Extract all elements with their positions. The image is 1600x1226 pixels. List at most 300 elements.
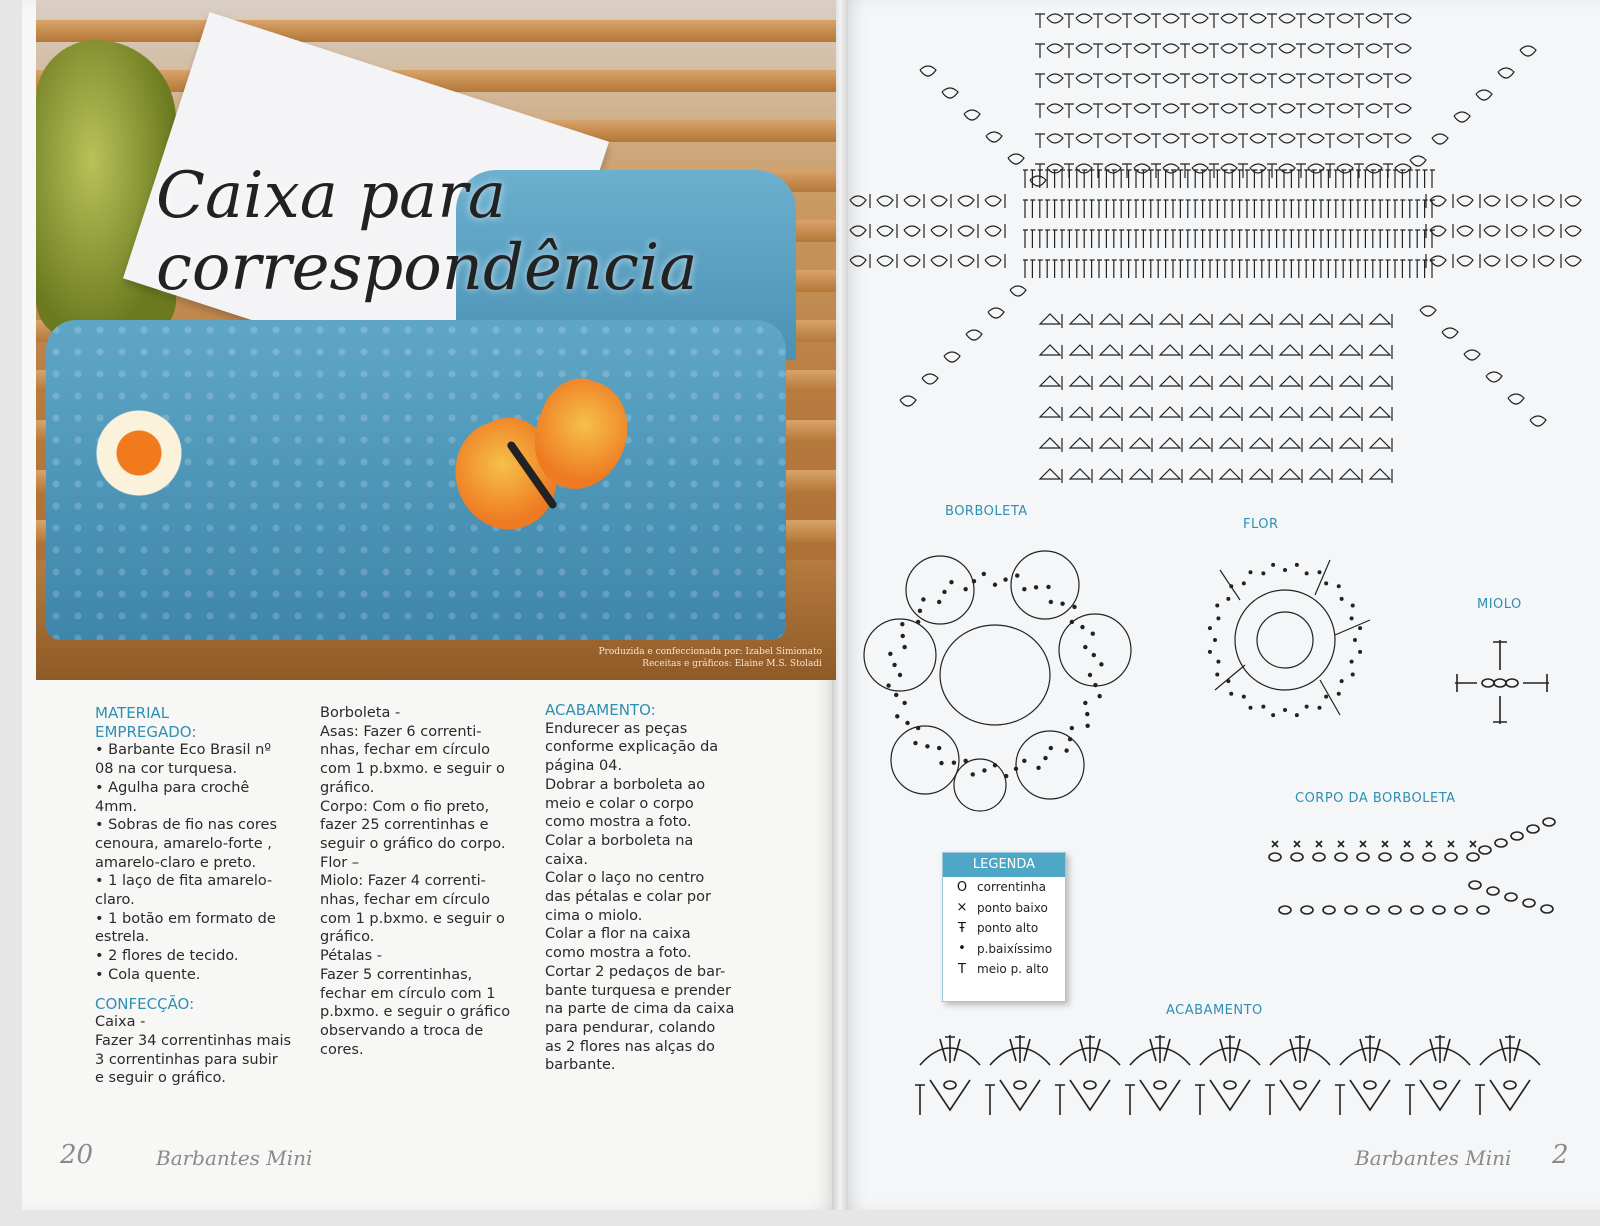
stitch-symbol: [1149, 170, 1154, 188]
stitch-symbol: [1357, 853, 1369, 861]
stitch-symbol: [963, 759, 967, 763]
stitch-symbol: [1271, 713, 1275, 717]
legend-item-label: correntinha: [977, 880, 1046, 895]
stitch-symbol: [985, 194, 1005, 208]
stitch-symbol: [1467, 853, 1479, 861]
page-number-right: 2: [1552, 1140, 1569, 1170]
stitch-symbol: [1180, 14, 1208, 28]
instruction-line: fechar em círculo com 1: [320, 985, 496, 1002]
material-heading-1: MATERIAL: [95, 704, 170, 722]
stitch-symbol: [1178, 170, 1183, 188]
acabamento-line: bante turquesa e prender: [545, 982, 732, 999]
acabamento-line: conforme explicação da: [545, 739, 719, 756]
stitch-symbol: [1122, 14, 1150, 28]
stitch-symbol: [1291, 853, 1303, 861]
stitch-symbol: [1400, 200, 1405, 218]
stitch-symbol: [963, 587, 967, 591]
legend-item: [943, 898, 1065, 919]
stitch-symbol: [1279, 906, 1291, 914]
stitch-symbol: [877, 254, 897, 268]
stitch-symbol: [1345, 906, 1357, 914]
stitch-symbol: [1208, 626, 1212, 630]
stitch-symbol: [1080, 1035, 1100, 1063]
page-number: 20: [60, 1140, 94, 1170]
acabamento-line: Colar a flor na caixa: [545, 926, 691, 943]
stitch-symbol: [900, 396, 916, 406]
stitch-symbol: [1543, 818, 1555, 826]
stitch-symbol: [944, 1081, 956, 1089]
label-borboleta: BORBOLETA: [945, 504, 1028, 519]
stitch-symbol: [1386, 170, 1391, 188]
stitch-symbol: [1296, 164, 1324, 178]
stitch-symbol: [1014, 1081, 1026, 1089]
stitch-symbol: [1134, 230, 1139, 248]
confeccao-line: Caixa -: [95, 1014, 146, 1031]
stitch-symbol: [1088, 673, 1092, 677]
stitch-symbol: [1151, 14, 1179, 28]
stitch-symbol: [1075, 260, 1080, 278]
stitch-symbol: [877, 224, 897, 238]
stitch-symbol: [1500, 1035, 1520, 1063]
acabamento-line: para pendurar, colando: [545, 1019, 716, 1036]
stitch-symbol: [1326, 260, 1331, 278]
stitch-symbol: [1360, 1035, 1380, 1063]
stitch-symbol: [1324, 581, 1328, 585]
legend-item-label: meio p. alto: [977, 962, 1049, 977]
stitch-symbol: [1190, 407, 1212, 421]
stitch-symbol: [1100, 438, 1122, 452]
stitch-symbol: [1378, 170, 1383, 188]
stitch-symbol: [1289, 260, 1294, 278]
stitch-symbol: [1093, 74, 1121, 88]
stitch-symbol: [1260, 230, 1265, 248]
stitch-symbol: [1367, 906, 1379, 914]
stitch-symbol: [1038, 200, 1043, 218]
stitch-symbol: [1220, 407, 1242, 421]
stitch-symbol: [1370, 376, 1392, 390]
stitch-symbol: [1064, 104, 1092, 118]
stitch-symbol: [1507, 224, 1527, 238]
stitch-symbol: [1305, 705, 1309, 709]
stitch-symbol: [1340, 314, 1362, 328]
stitch-symbol: [1008, 154, 1024, 164]
legend-item-label: ponto baixo: [977, 900, 1048, 915]
stitch-symbol: [1015, 573, 1019, 577]
stitch-symbol: [1363, 200, 1368, 218]
flower-chart: [1180, 540, 1395, 735]
stitch-symbol: [1319, 170, 1324, 188]
stitch-symbol: [1097, 230, 1102, 248]
stitch-symbol: [1049, 600, 1053, 604]
stitch-symbol: [1334, 170, 1339, 188]
stitch-symbol: [1038, 230, 1043, 248]
material-line: • 1 laço de fita amarelo-: [95, 873, 273, 890]
stitch-symbol: [986, 132, 1002, 142]
stitch-symbol: [1495, 839, 1507, 847]
stitch-symbol: [1486, 372, 1502, 382]
stitch-symbol: [1070, 1080, 1110, 1110]
stitch-symbol: [1141, 230, 1146, 248]
stitch-symbol: [1326, 230, 1331, 248]
stitch-symbol: [1064, 14, 1092, 28]
stitch-symbol: [1304, 230, 1309, 248]
stitch-symbol: [850, 254, 870, 268]
stitch-symbol: [1561, 224, 1581, 238]
stitch-symbol: [900, 622, 904, 626]
stitch-symbol: [1023, 200, 1028, 218]
stitch-symbol: [1215, 170, 1220, 188]
instruction-line: com 1 p.bxmo. e seguir o: [320, 761, 505, 778]
stitch-symbol: [1060, 230, 1065, 248]
legend-item: [943, 877, 1065, 898]
stitch-symbol: [1045, 170, 1050, 188]
stitch-symbol: [1442, 328, 1458, 338]
stitch-symbol: [1340, 597, 1344, 601]
stitch-symbol: [1505, 893, 1517, 901]
stitch-symbol: [1067, 260, 1072, 278]
legend-heading: LEGENDA: [943, 853, 1065, 877]
stitch-symbol: [1319, 260, 1324, 278]
stitch-symbol: [1389, 906, 1401, 914]
stitch-symbol: [1090, 260, 1095, 278]
acabamento-line: as 2 flores nas alças do: [545, 1038, 715, 1055]
stitch-symbol: [1296, 14, 1324, 28]
stitch-symbol: [1209, 164, 1237, 178]
stitch-symbol: [1280, 407, 1302, 421]
stitch-symbol: [1151, 74, 1179, 88]
stitch-symbol: [1430, 170, 1435, 188]
stitch-symbol: [1520, 46, 1536, 56]
stitch-symbol: [1151, 134, 1179, 148]
stitch-symbol: [1215, 260, 1220, 278]
stitch-symbol: [1035, 14, 1063, 28]
stitch-symbol: [1213, 638, 1217, 642]
stitch-symbol: [1040, 407, 1062, 421]
stitch-symbol: [1186, 200, 1191, 218]
stitch-symbol: [944, 352, 960, 362]
confeccao-line: e seguir o gráfico.: [95, 1070, 226, 1087]
stitch-symbol: [1356, 230, 1361, 248]
stitch-symbol: [1190, 438, 1212, 452]
stitch-symbol: [1220, 376, 1242, 390]
instruction-line: seguir o gráfico do corpo.: [320, 835, 506, 852]
stitch-symbol: [1082, 260, 1087, 278]
stitch-symbol: [1151, 44, 1179, 58]
stitch-symbol: [1230, 200, 1235, 218]
instruction-line: Pétalas -: [320, 948, 383, 965]
stitch-symbol: [1092, 653, 1096, 657]
stitch-symbol: [1060, 200, 1065, 218]
stitch-symbol: [942, 590, 946, 594]
acabamento-line: Dobrar a borboleta ao: [545, 776, 706, 793]
stitch-symbol: [1238, 134, 1266, 148]
stitch-symbol: [1410, 156, 1426, 166]
stitch-symbol: [1423, 230, 1428, 248]
stitch-symbol: [1134, 260, 1139, 278]
instruction-line: observando a troca de: [320, 1022, 484, 1039]
stitch-symbol: [1252, 260, 1257, 278]
stitch-symbol: [1040, 345, 1062, 359]
page-title: [156, 160, 698, 304]
stitch-symbol: [1223, 230, 1228, 248]
stitch-symbol: [1334, 230, 1339, 248]
stitch-symbol: [1426, 841, 1432, 847]
stitch-symbol: [1487, 887, 1499, 895]
stitch-symbol: [1127, 260, 1132, 278]
stitch-symbol: [1083, 645, 1087, 649]
stitch-symbol: [1070, 345, 1092, 359]
stitch-symbol: [1220, 469, 1242, 483]
stitch-symbol: [1156, 230, 1161, 248]
stitch-symbol: [1030, 260, 1035, 278]
stitch-symbol: [1453, 194, 1473, 208]
stitch-symbol: [1310, 314, 1332, 328]
stitch-symbol: [1312, 230, 1317, 248]
stitch-symbol: [1455, 906, 1467, 914]
stitch-symbol: [1226, 679, 1230, 683]
stitch-symbol: [1507, 194, 1527, 208]
stitch-symbol: [1267, 104, 1295, 118]
stitch-symbol: [904, 254, 924, 268]
stitch-symbol: [1411, 906, 1423, 914]
stitch-symbol: [1408, 200, 1413, 218]
stitch-symbol: [1340, 407, 1362, 421]
stitch-symbol: [1290, 1035, 1310, 1063]
stitch-symbol: [1325, 134, 1353, 148]
stitch-symbol: [1193, 260, 1198, 278]
stitch-symbol: [1561, 194, 1581, 208]
stitch-symbol: [1349, 260, 1354, 278]
acabamento-line: Endurecer as peças: [545, 720, 688, 737]
stitch-symbol: [1097, 260, 1102, 278]
stitch-symbol: [1068, 737, 1072, 741]
stitch-symbol: [920, 66, 936, 76]
stitch-symbol: [1245, 170, 1250, 188]
stitch-symbol: [1250, 314, 1272, 328]
stitch-symbol: [1156, 200, 1161, 218]
stitch-symbol: [1064, 74, 1092, 88]
stitch-symbol: [1003, 577, 1007, 581]
stitch-symbol: [1250, 469, 1272, 483]
stitch-symbol: [1091, 631, 1095, 635]
stitch-symbol: [1082, 200, 1087, 218]
stitch-symbol: [1060, 601, 1064, 605]
stitch-symbol: [1340, 438, 1362, 452]
stitch-symbol: [1055, 1085, 1065, 1115]
stitch-symbol: [1433, 906, 1445, 914]
stitch-symbol: [1215, 673, 1219, 677]
stitch-symbol: [1046, 585, 1050, 589]
stitch-symbol: [1393, 260, 1398, 278]
label-corpo-borboleta: CORPO DA BORBOLETA: [1295, 791, 1456, 806]
stitch-symbol: [1349, 170, 1354, 188]
stitch-symbol: [898, 673, 902, 677]
title-line-1: Caixa para: [156, 159, 507, 233]
acabamento-line: das pétalas e colar por: [545, 889, 711, 906]
stitch-symbol: [1043, 756, 1047, 760]
stitch-symbol: [942, 88, 958, 98]
stitch-symbol: [1400, 230, 1405, 248]
stitch-symbol: [1238, 44, 1266, 58]
stitch-symbol: [1383, 14, 1411, 28]
stitch-symbol: [1229, 692, 1233, 696]
stitch-symbol: [1035, 44, 1063, 58]
stitch-symbol: [1230, 230, 1235, 248]
stitch-symbol: [1097, 200, 1102, 218]
stitch-symbol: [1070, 620, 1074, 624]
stitch-symbol: [1350, 616, 1354, 620]
stitch-symbol: [1209, 14, 1237, 28]
instruction-line: Fazer 5 correntinhas,: [320, 966, 473, 983]
stitch-symbol: [1296, 104, 1324, 118]
stitch-symbol: [1104, 230, 1109, 248]
credit-line-1: Produzida e confeccionada por: Izabel Simionato: [598, 647, 822, 657]
stitch-symbol: [1534, 224, 1554, 238]
stitch-symbol: [1085, 724, 1089, 728]
stitch-symbol: [1340, 469, 1362, 483]
stitch-symbol: [1067, 230, 1072, 248]
stitch-symbol: [1312, 200, 1317, 218]
stitch-symbol: [940, 1035, 960, 1063]
stitch-symbol: [1289, 200, 1294, 218]
stitch-symbol: [1282, 260, 1287, 278]
stitch-symbol: [1190, 469, 1212, 483]
stitch-symbol: [1358, 626, 1362, 630]
stitch-symbol: [1316, 841, 1322, 847]
stitch-symbol: [985, 254, 1005, 268]
stitch-symbol: [1090, 230, 1095, 248]
stitch-symbol: [1149, 200, 1154, 218]
stitch-symbol: [1370, 438, 1392, 452]
slip-stitch-icon: •: [958, 941, 966, 957]
stitch-symbol: [1022, 759, 1026, 763]
stitch-symbol: [1265, 1085, 1275, 1115]
stitch-symbol: [1561, 254, 1581, 268]
stitch-symbol: [1534, 194, 1554, 208]
stitch-symbol: [1453, 254, 1473, 268]
stitch-symbol: [1151, 104, 1179, 118]
stitch-symbol: [1226, 597, 1230, 601]
material-line: 08 na cor turquesa.: [95, 761, 238, 778]
stitch-symbol: [1371, 230, 1376, 248]
stitch-symbol: [993, 583, 997, 587]
stitch-symbol: [1325, 14, 1353, 28]
stitch-symbol: [1337, 584, 1341, 588]
stitch-symbol: [1209, 44, 1237, 58]
stitch-symbol: [1386, 230, 1391, 248]
stitch-symbol: [1420, 1080, 1460, 1110]
instruction-line: nhas, fechar em círculo: [320, 892, 491, 909]
stitch-symbol: [925, 744, 929, 748]
stitch-symbol: [1423, 200, 1428, 218]
stitch-symbol: [1022, 587, 1026, 591]
stitch-symbol: [1119, 200, 1124, 218]
stitch-symbol: [1160, 407, 1182, 421]
stitch-symbol: [1040, 314, 1062, 328]
stitch-symbol: [894, 693, 898, 697]
miolo-chart: [1445, 630, 1560, 730]
stitch-symbol: [1104, 200, 1109, 218]
stitch-symbol: [1280, 376, 1302, 390]
stitch-symbol: [1296, 74, 1324, 88]
stitch-symbol: [1134, 170, 1139, 188]
acabamento-line: caixa.: [545, 851, 588, 868]
stitch-symbol: [1075, 200, 1080, 218]
stitch-symbol: [1064, 164, 1092, 178]
stitch-symbol: [1127, 200, 1132, 218]
stitch-symbol: [1476, 90, 1492, 100]
stitch-symbol: [1530, 416, 1546, 426]
stitch-symbol: [1035, 74, 1063, 88]
stitch-symbol: [985, 224, 1005, 238]
material-line: • Cola quente.: [95, 966, 201, 983]
stitch-symbol: [918, 609, 922, 613]
stitch-symbol: [1072, 605, 1076, 609]
stitch-symbol: [1261, 705, 1265, 709]
legend-item: [943, 918, 1065, 939]
stitch-symbol: [1275, 170, 1280, 188]
instruction-line: Corpo: Com o fio preto,: [320, 798, 490, 815]
stitch-symbol: [1541, 905, 1553, 913]
stitch-symbol: [939, 761, 943, 765]
stitch-symbol: [1523, 899, 1535, 907]
stitch-symbol: [1104, 170, 1109, 188]
stitch-symbol: [1383, 134, 1411, 148]
stitch-symbol: [1393, 230, 1398, 248]
stitch-symbol: [1090, 200, 1095, 218]
stitch-symbol: [1045, 260, 1050, 278]
stitch-symbol: [1319, 230, 1324, 248]
instruction-line: fazer 25 correntinhas e: [320, 817, 489, 834]
stitch-symbol: [1160, 376, 1182, 390]
instruction-line: p.bxmo. e seguir o gráfico: [320, 1004, 511, 1021]
stitch-symbol: [1208, 170, 1213, 188]
stitch-symbol: [1289, 230, 1294, 248]
legend-item: [943, 939, 1065, 960]
stitch-symbol: [1312, 260, 1317, 278]
stitch-symbol: [1154, 1081, 1166, 1089]
instruction-line: gráfico.: [320, 929, 375, 946]
stitch-symbol: [1093, 104, 1121, 118]
stitch-symbol: [1248, 706, 1252, 710]
stitch-symbol: [1238, 260, 1243, 278]
stitch-symbol: [1340, 345, 1362, 359]
stitch-symbol: [1371, 200, 1376, 218]
stitch-symbol: [1010, 1035, 1030, 1063]
stitch-symbol: [1140, 1080, 1180, 1110]
stitch-symbol: [1304, 260, 1309, 278]
stitch-symbol: [895, 714, 899, 718]
acabamento-line: como mostra a foto.: [545, 945, 692, 962]
stitch-symbol: [1160, 438, 1182, 452]
stitch-symbol: [1210, 1080, 1250, 1110]
stitch-symbol: [972, 579, 976, 583]
stitch-symbol: [1370, 469, 1392, 483]
stitch-symbol: [1282, 200, 1287, 218]
stitch-symbol: [1480, 224, 1500, 238]
stitch-symbol: [1479, 846, 1491, 854]
stitch-symbol: [1267, 230, 1272, 248]
stitch-symbol: [1267, 200, 1272, 218]
stitch-symbol: [1393, 170, 1398, 188]
stitch-symbol: [985, 1085, 995, 1115]
stitch-symbol: [1070, 438, 1092, 452]
stitch-symbol: [1325, 74, 1353, 88]
stitch-symbol: [1354, 104, 1382, 118]
stitch-symbol: [1383, 104, 1411, 118]
stitch-symbol: [1100, 376, 1122, 390]
stitch-symbol: [1004, 774, 1008, 778]
